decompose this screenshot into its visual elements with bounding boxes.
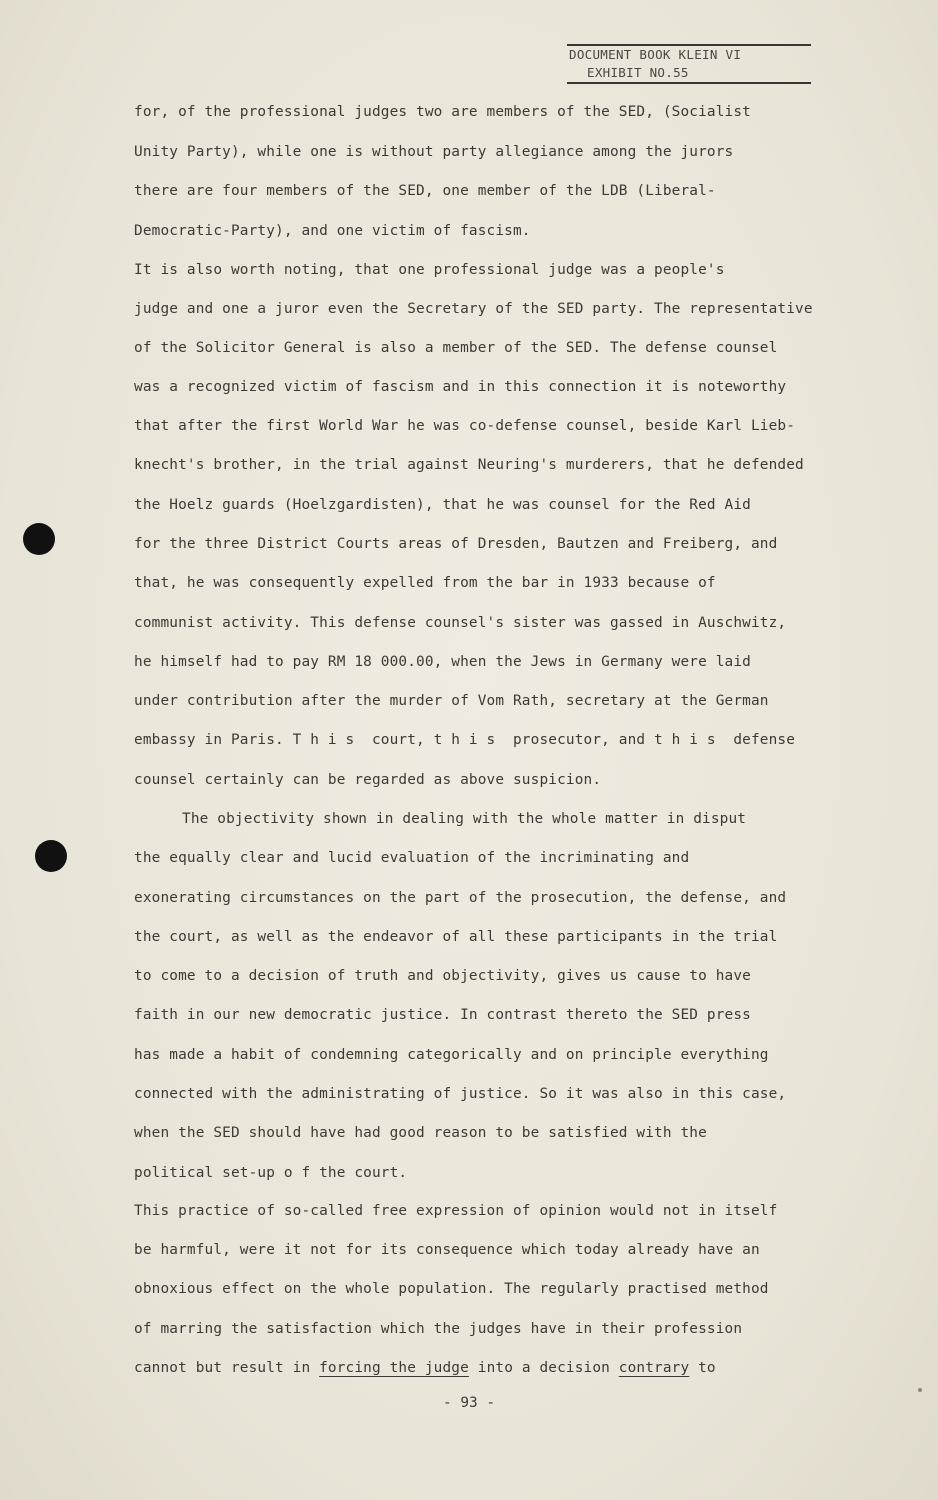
text-line: connected with the administrating of justice. So it was also in this case,	[134, 1086, 787, 1102]
document-header	[567, 44, 811, 84]
text-line: This practice of so-called free expression of opinion would not in itself	[134, 1203, 778, 1219]
text-line: the court, as well as the endeavor of all these participants in the trial	[134, 929, 778, 945]
underlined-phrase: forcing the judge	[319, 1360, 469, 1376]
text-line-last	[134, 1359, 716, 1377]
text-line: obnoxious effect on the whole population. The regularly practised method	[134, 1281, 769, 1297]
text-line: that after the first World War he was co-defense counsel, beside Karl Lieb-	[134, 418, 796, 434]
text-line: of marring the satisfaction which the judges have in their profession	[134, 1321, 743, 1337]
text-line: Unity Party), while one is without party allegiance among the jurors	[134, 144, 734, 160]
text-line: judge and one a juror even the Secretary of the SED party. The representative	[134, 301, 813, 317]
text-line: to come to a decision of truth and objectivity, gives us cause to have	[134, 968, 751, 984]
text-segment: into a decision	[468, 1360, 619, 1376]
text-line: has made a habit of condemning categorically and on principle everything	[134, 1047, 769, 1063]
header-top-rule	[567, 44, 811, 46]
text-line: political set-up o f the court.	[134, 1165, 408, 1181]
text-line: It is also worth noting, that one professional judge was a people's	[134, 262, 725, 278]
text-line: when the SED should have had good reason to be satisfied with the	[134, 1125, 707, 1141]
text-line: for, of the professional judges two are members of the SED, (Socialist	[134, 104, 751, 120]
text-line: he himself had to pay RM 18 000.00, when the Jews in Germany were laid	[134, 654, 751, 670]
text-line: for the three District Courts areas of Dresden, Bautzen and Freiberg, and	[134, 536, 778, 552]
header-bottom-rule	[567, 82, 811, 84]
text-line: knecht's brother, in the trial against Neuring's murderers, that he defended	[134, 457, 804, 473]
text-line: of the Solicitor General is also a member of the SED. The defense counsel	[134, 340, 778, 356]
text-line: the equally clear and lucid evaluation of the incriminating and	[134, 850, 690, 866]
text-segment: to	[689, 1360, 716, 1376]
text-line: there are four members of the SED, one member of the LDB (Liberal-	[134, 183, 716, 199]
text-line: embassy in Paris. T h i s court, t h i s prosecutor, and t h i s defense	[134, 732, 796, 748]
text-line: the Hoelz guards (Hoelzgardisten), that he was counsel for the Red Aid	[134, 497, 751, 513]
text-line: under contribution after the murder of Vom Rath, secretary at the German	[134, 693, 769, 709]
text-line: communist activity. This defense counsel's sister was gassed in Auschwitz,	[134, 615, 787, 631]
text-line: Democratic-Party), and one victim of fascism.	[134, 223, 531, 239]
header-exhibit-number: EXHIBIT NO.55	[587, 65, 689, 80]
text-line: exonerating circumstances on the part of the prosecution, the defense, and	[134, 890, 787, 906]
paper-speck	[918, 1388, 922, 1392]
text-line: be harmful, were it not for its consequence which today already have an	[134, 1242, 760, 1258]
text-line: was a recognized victim of fascism and in this connection it is noteworthy	[134, 379, 787, 395]
text-segment: cannot but result in	[134, 1360, 320, 1376]
text-line: that, he was consequently expelled from the bar in 1933 because of	[134, 575, 716, 591]
underlined-word: contrary	[618, 1360, 690, 1376]
header-document-book: DOCUMENT BOOK KLEIN VI	[569, 47, 742, 62]
text-line: faith in our new democratic justice. In contrast thereto the SED press	[134, 1007, 751, 1023]
text-line: counsel certainly can be regarded as above suspicion.	[134, 772, 602, 788]
page-number: - 93 -	[443, 1395, 495, 1411]
punch-hole-bottom	[35, 840, 67, 872]
text-line: The objectivity shown in dealing with the whole matter in disput	[182, 811, 747, 827]
punch-hole-top	[23, 523, 55, 555]
